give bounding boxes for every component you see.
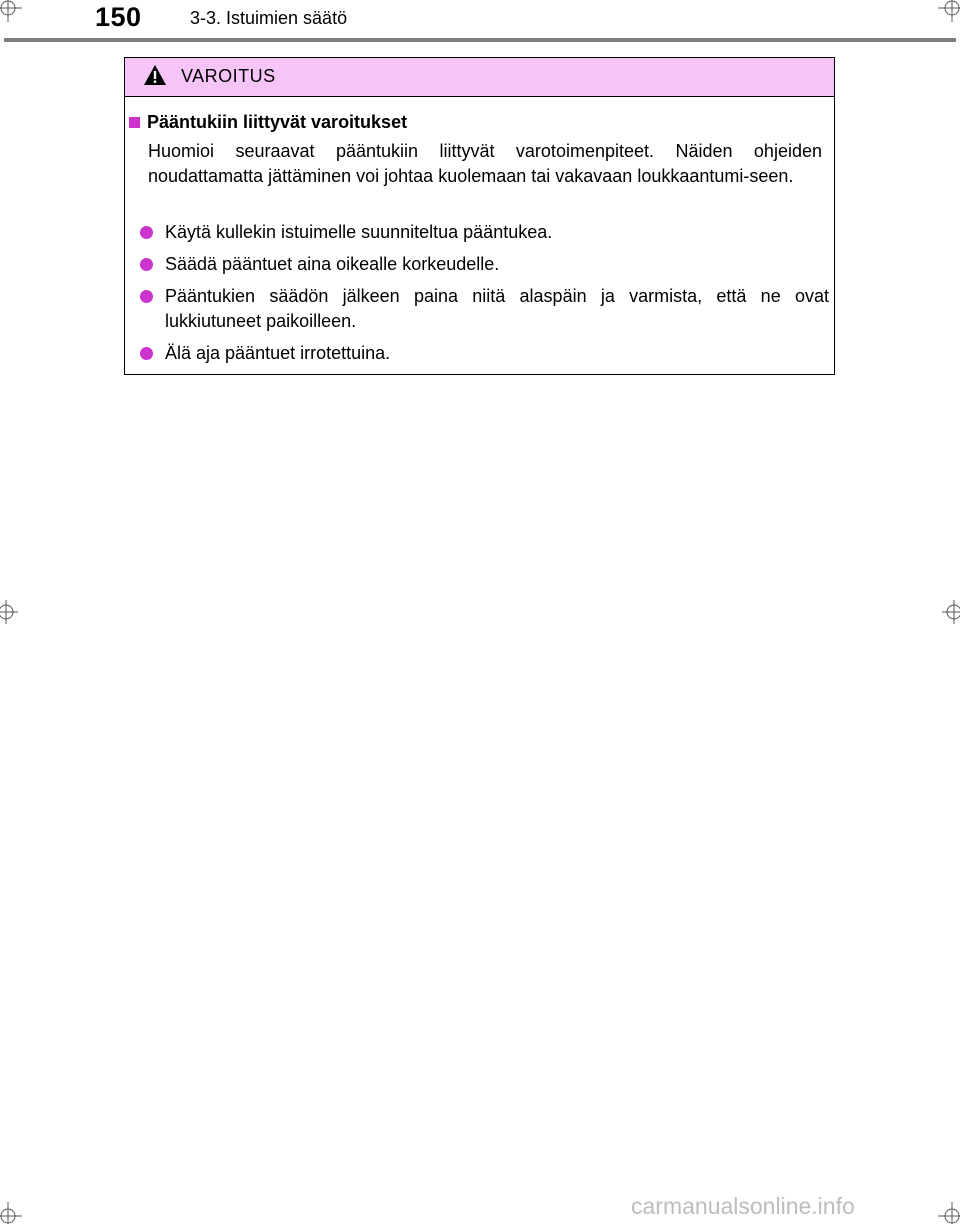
warning-heading	[129, 112, 407, 133]
warning-intro: Huomioi seuraavat pääntukiin liittyvät varotoimenpiteet. Näiden ohjeiden noudattamatta jättäminen voi johtaa kuolemaan tai vakavaan loukkaantumi-seen.	[148, 141, 822, 186]
list-item	[140, 284, 829, 334]
watermark: carmanualsonline.info	[631, 1193, 855, 1219]
square-marker-icon	[129, 117, 140, 128]
bullet-dot-icon	[140, 258, 153, 271]
list-item-text: Pääntukien säädön jälkeen paina niitä alaspäin ja varmista, että ne ovat lukkiutuneet paikoilleen.	[165, 286, 829, 331]
crop-mark-icon	[0, 600, 24, 624]
crop-mark-icon	[936, 0, 960, 24]
list-item	[140, 220, 829, 245]
list-item	[140, 252, 829, 277]
list-item	[140, 341, 829, 366]
crop-mark-icon	[936, 600, 960, 624]
section-title: 3-3. Istuimien säätö	[190, 8, 348, 28]
bullet-dot-icon	[140, 226, 153, 239]
crop-mark-icon	[936, 1200, 960, 1224]
crop-mark-icon	[0, 1200, 24, 1224]
bullet-dot-icon	[140, 290, 153, 303]
warning-heading-text: Pääntukiin liittyvät varoitukset	[147, 112, 408, 132]
warning-header	[125, 58, 834, 97]
warning-label: VAROITUS	[181, 66, 276, 86]
list-item-text: Käytä kullekin istuimelle suunniteltua pääntukea.	[165, 222, 553, 242]
list-item-text: Säädä pääntuet aina oikealle korkeudelle.	[165, 254, 500, 274]
bullet-dot-icon	[140, 347, 153, 360]
list-item-text: Älä aja pääntuet irrotettuina.	[165, 343, 391, 363]
warning-triangle-icon	[143, 64, 167, 86]
warning-box	[124, 57, 835, 375]
crop-mark-icon	[0, 0, 24, 24]
page-number: 150	[95, 2, 142, 32]
header-rule	[4, 38, 956, 42]
